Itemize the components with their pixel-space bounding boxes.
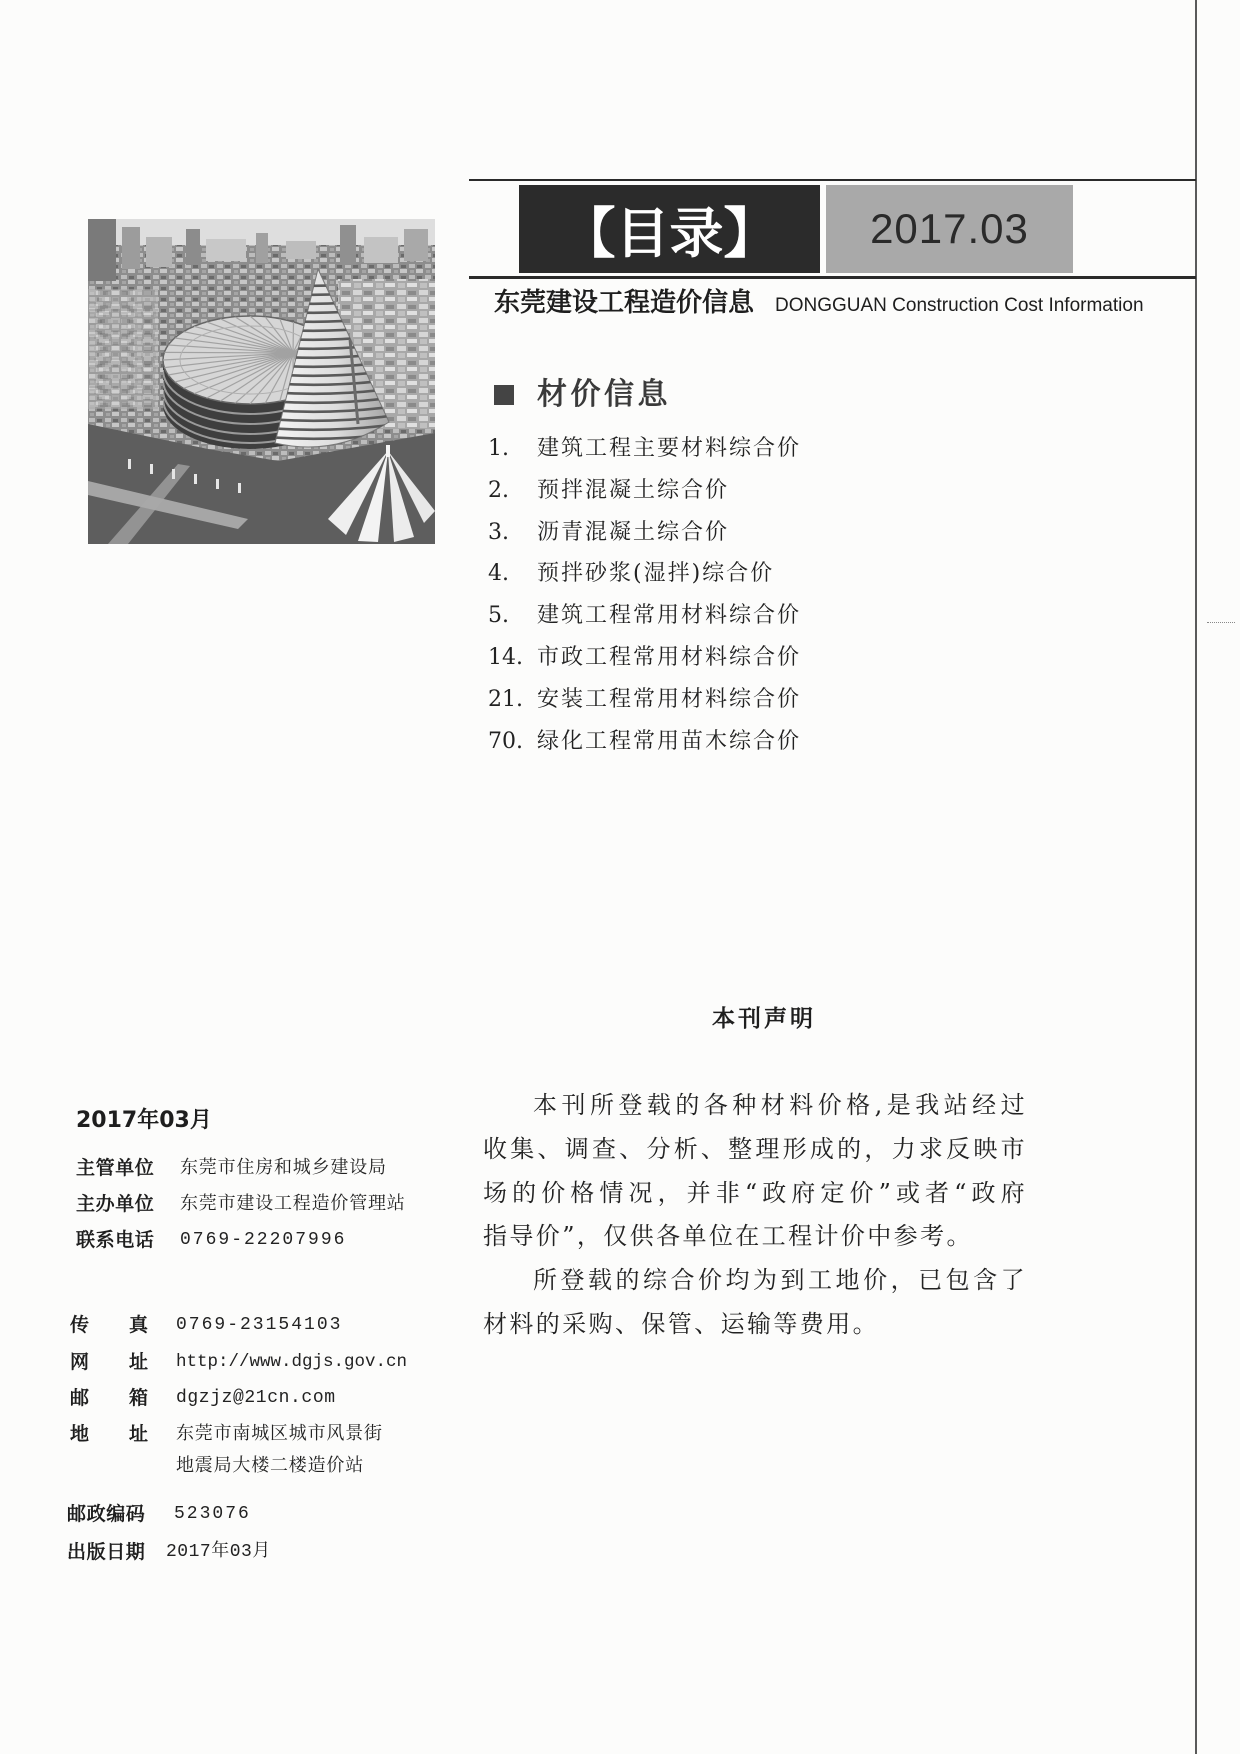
page-number: 70.: [488, 728, 523, 754]
page-number: 2.: [488, 477, 509, 503]
tower: [206, 239, 246, 261]
item-title: 绿化工程常用苗木综合价: [537, 728, 802, 754]
contents-item: [488, 553, 948, 595]
statement-line: 场的价格情况，并非“政府定价”或者“政府: [483, 1178, 1027, 1207]
contents-item: [488, 470, 948, 512]
post: [238, 483, 241, 493]
header-top-rule: [469, 179, 1196, 181]
statement-title: 本刊声明: [712, 1006, 816, 1032]
address-line: 东莞市南城区城市风景街: [176, 1423, 383, 1444]
tower: [364, 237, 398, 263]
item-title: 预拌混凝土综合价: [537, 477, 730, 503]
page-number: 4.: [488, 561, 509, 587]
page-edge-line: [1195, 0, 1197, 1754]
section-square-icon: [494, 385, 514, 405]
page-number: 3.: [488, 519, 509, 545]
tower: [146, 237, 172, 267]
contents-item: [488, 428, 948, 470]
city-blocks-left: [88, 289, 158, 409]
contents-item: [488, 679, 948, 721]
email-value: dgzjz@21cn.com: [176, 1388, 336, 1408]
page-number: 14.: [488, 644, 523, 670]
page-number: 1.: [488, 436, 509, 461]
page-number: 21.: [488, 686, 523, 712]
email-label: 邮 箱: [70, 1387, 148, 1409]
contents-list: [488, 428, 948, 762]
website-value: http://www.dgjs.gov.cn: [176, 1352, 408, 1372]
statement-line: 本刊所登载的各种材料价格,是我站经过: [533, 1091, 1027, 1119]
canopy-pole: [386, 445, 390, 457]
post: [172, 469, 175, 479]
contents-title: 【目录】: [519, 185, 820, 273]
address-label: 地 址: [70, 1423, 148, 1445]
item-title: 预拌砂浆(湿拌)综合价: [537, 561, 775, 587]
postcode-label: 邮政编码: [67, 1503, 146, 1525]
publication-title-en: DONGGUAN Construction Cost Information: [775, 295, 1144, 316]
roof-rib: [293, 322, 294, 353]
statement-line: 指导价”，仅供各单位在工程计价中参考。: [483, 1222, 973, 1251]
header-bottom-rule: [469, 276, 1196, 279]
item-title: 市政工程常用材料综合价: [537, 644, 802, 670]
tower: [340, 225, 356, 265]
fax-label: 传 真: [70, 1314, 148, 1336]
page-number: 5.: [488, 603, 509, 629]
publish-date-label: 出版日期: [67, 1541, 146, 1563]
phone-label: 联系电话: [76, 1229, 155, 1251]
post: [128, 459, 131, 469]
statement-line: 收集、调查、分析、整理形成的，力求反映市: [483, 1134, 1027, 1163]
tower: [286, 241, 316, 259]
contents-item: [488, 595, 948, 637]
statement-line: 材料的采购、保管、运输等费用。: [483, 1309, 879, 1338]
item-title: 建筑工程主要材料综合价: [537, 436, 802, 461]
sponsor-value: 东莞市建设工程造价管理站: [180, 1193, 406, 1214]
statement-line: 所登载的综合价均为到工地价，已包含了: [533, 1266, 1027, 1295]
contents-item: [488, 721, 948, 763]
issue-number: 2017.03: [826, 185, 1073, 273]
phone-value: 0769-22207996: [180, 1230, 347, 1250]
address-line: 地震局大楼二楼造价站: [176, 1455, 364, 1476]
item-title: 安装工程常用材料综合价: [537, 686, 802, 712]
supervisor-label: 主管单位: [76, 1157, 155, 1179]
supervisor-value: 东莞市住房和城乡建设局: [180, 1157, 387, 1178]
tower: [88, 219, 116, 281]
post: [216, 479, 219, 489]
sponsor-label: 主办单位: [76, 1193, 155, 1215]
roof-rib: [164, 352, 293, 353]
statement-body: [483, 1084, 1027, 1347]
post: [194, 474, 197, 484]
item-title: 建筑工程常用材料综合价: [537, 603, 802, 629]
tower: [256, 233, 268, 263]
tower: [186, 229, 200, 265]
website-label: 网 址: [70, 1351, 148, 1373]
colophon-date: 2017年03月: [76, 1108, 212, 1133]
cover-photo: [88, 219, 435, 544]
post: [150, 464, 153, 474]
item-title: 沥青混凝土综合价: [537, 519, 730, 545]
section-title: 材价信息: [537, 377, 671, 412]
scan-mark: [1207, 622, 1235, 623]
postcode-value: 523076: [174, 1504, 251, 1524]
contents-item: [488, 637, 948, 679]
fax-value: 0769-23154103: [176, 1315, 343, 1335]
publication-title-cn: 东莞建设工程造价信息: [494, 288, 755, 318]
contents-item: [488, 512, 948, 554]
tower: [404, 229, 428, 261]
tower: [122, 227, 140, 269]
publish-date-value: 2017年03月: [166, 1542, 271, 1562]
